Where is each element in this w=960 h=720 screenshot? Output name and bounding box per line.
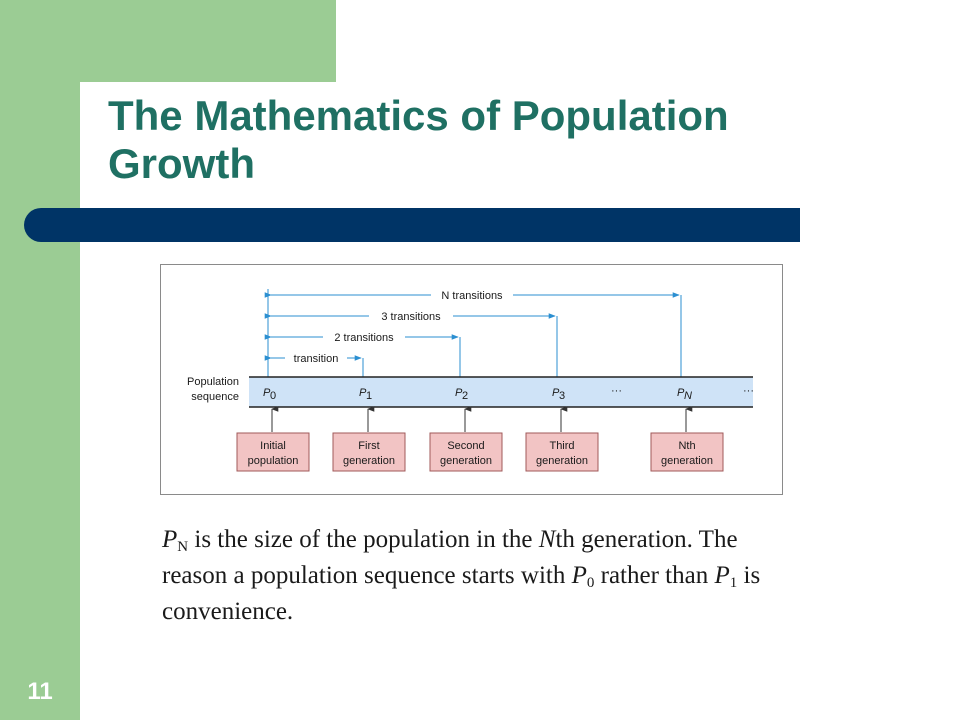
term-p3-symbol: P xyxy=(552,387,560,399)
term-p2-sub: 2 xyxy=(462,390,469,402)
caption-text-a: is the size of the population in the xyxy=(188,526,539,553)
box-initial-population xyxy=(237,433,309,471)
box-first-line1: First xyxy=(358,440,380,452)
box-second-line2: generation xyxy=(440,455,492,467)
caption-text-d: is convenience. xyxy=(162,562,761,625)
transition-1-label: transition xyxy=(293,353,339,365)
term-p0-symbol: P xyxy=(263,387,271,399)
box-second-line1: Second xyxy=(447,440,485,452)
caption-p1-sub: 1 xyxy=(729,575,738,591)
caption-text-c: rather than xyxy=(594,562,715,589)
population-sequence-diagram xyxy=(160,264,783,495)
box-first-line2: generation xyxy=(343,455,395,467)
term-p2-symbol: P xyxy=(455,387,463,399)
transition-2-label: 2 transitions xyxy=(334,332,394,344)
box-second-generation xyxy=(430,433,502,471)
term-pn-symbol: P xyxy=(677,387,685,399)
diagram-canvas xyxy=(161,265,782,494)
term-p1-sub: 1 xyxy=(366,390,373,402)
transition-n-label: N transitions xyxy=(441,290,503,302)
row-label-line2: sequence xyxy=(191,391,239,403)
caption-p0-sub: 0 xyxy=(586,575,595,591)
caption-pn-sub: N xyxy=(177,539,189,555)
left-accent-bar xyxy=(0,0,80,720)
term-p0-sub: 0 xyxy=(270,390,277,402)
top-accent-bar xyxy=(0,0,336,82)
slide-number: 11 xyxy=(27,678,53,705)
caption-p0-symbol: P xyxy=(571,562,587,589)
box-third-generation xyxy=(526,433,598,471)
box-nth-line2: generation xyxy=(661,455,713,467)
trailing-ellipsis: ··· xyxy=(743,385,754,397)
term-p1-symbol: P xyxy=(359,387,367,399)
caption-pn-symbol: P xyxy=(162,526,178,553)
transition-1-arrow xyxy=(271,353,363,377)
box-third-line2: generation xyxy=(536,455,588,467)
caption-p1-symbol: P xyxy=(714,562,730,589)
term-p3-sub: 3 xyxy=(559,390,566,402)
transition-3-label: 3 transitions xyxy=(381,311,441,323)
row-label-line1: Population xyxy=(187,376,239,388)
term-pn-sub: N xyxy=(684,390,692,402)
slide-caption xyxy=(162,522,802,630)
box-initial-line1: Initial xyxy=(260,440,286,452)
box-third-line1: Third xyxy=(549,440,575,452)
box-first-generation xyxy=(333,433,405,471)
caption-text-b: th generation. The reason a population sequence starts with xyxy=(162,526,738,589)
title-underline-bar xyxy=(24,208,800,242)
box-nth-generation xyxy=(651,433,723,471)
band-ellipsis: ··· xyxy=(611,385,622,397)
caption-n-italic: N xyxy=(538,526,556,553)
box-initial-line2: population xyxy=(247,455,299,467)
transition-3-arrow xyxy=(271,311,557,377)
slide-title: The Mathematics of Population Growth xyxy=(108,92,729,187)
box-nth-line1: Nth xyxy=(678,440,696,452)
